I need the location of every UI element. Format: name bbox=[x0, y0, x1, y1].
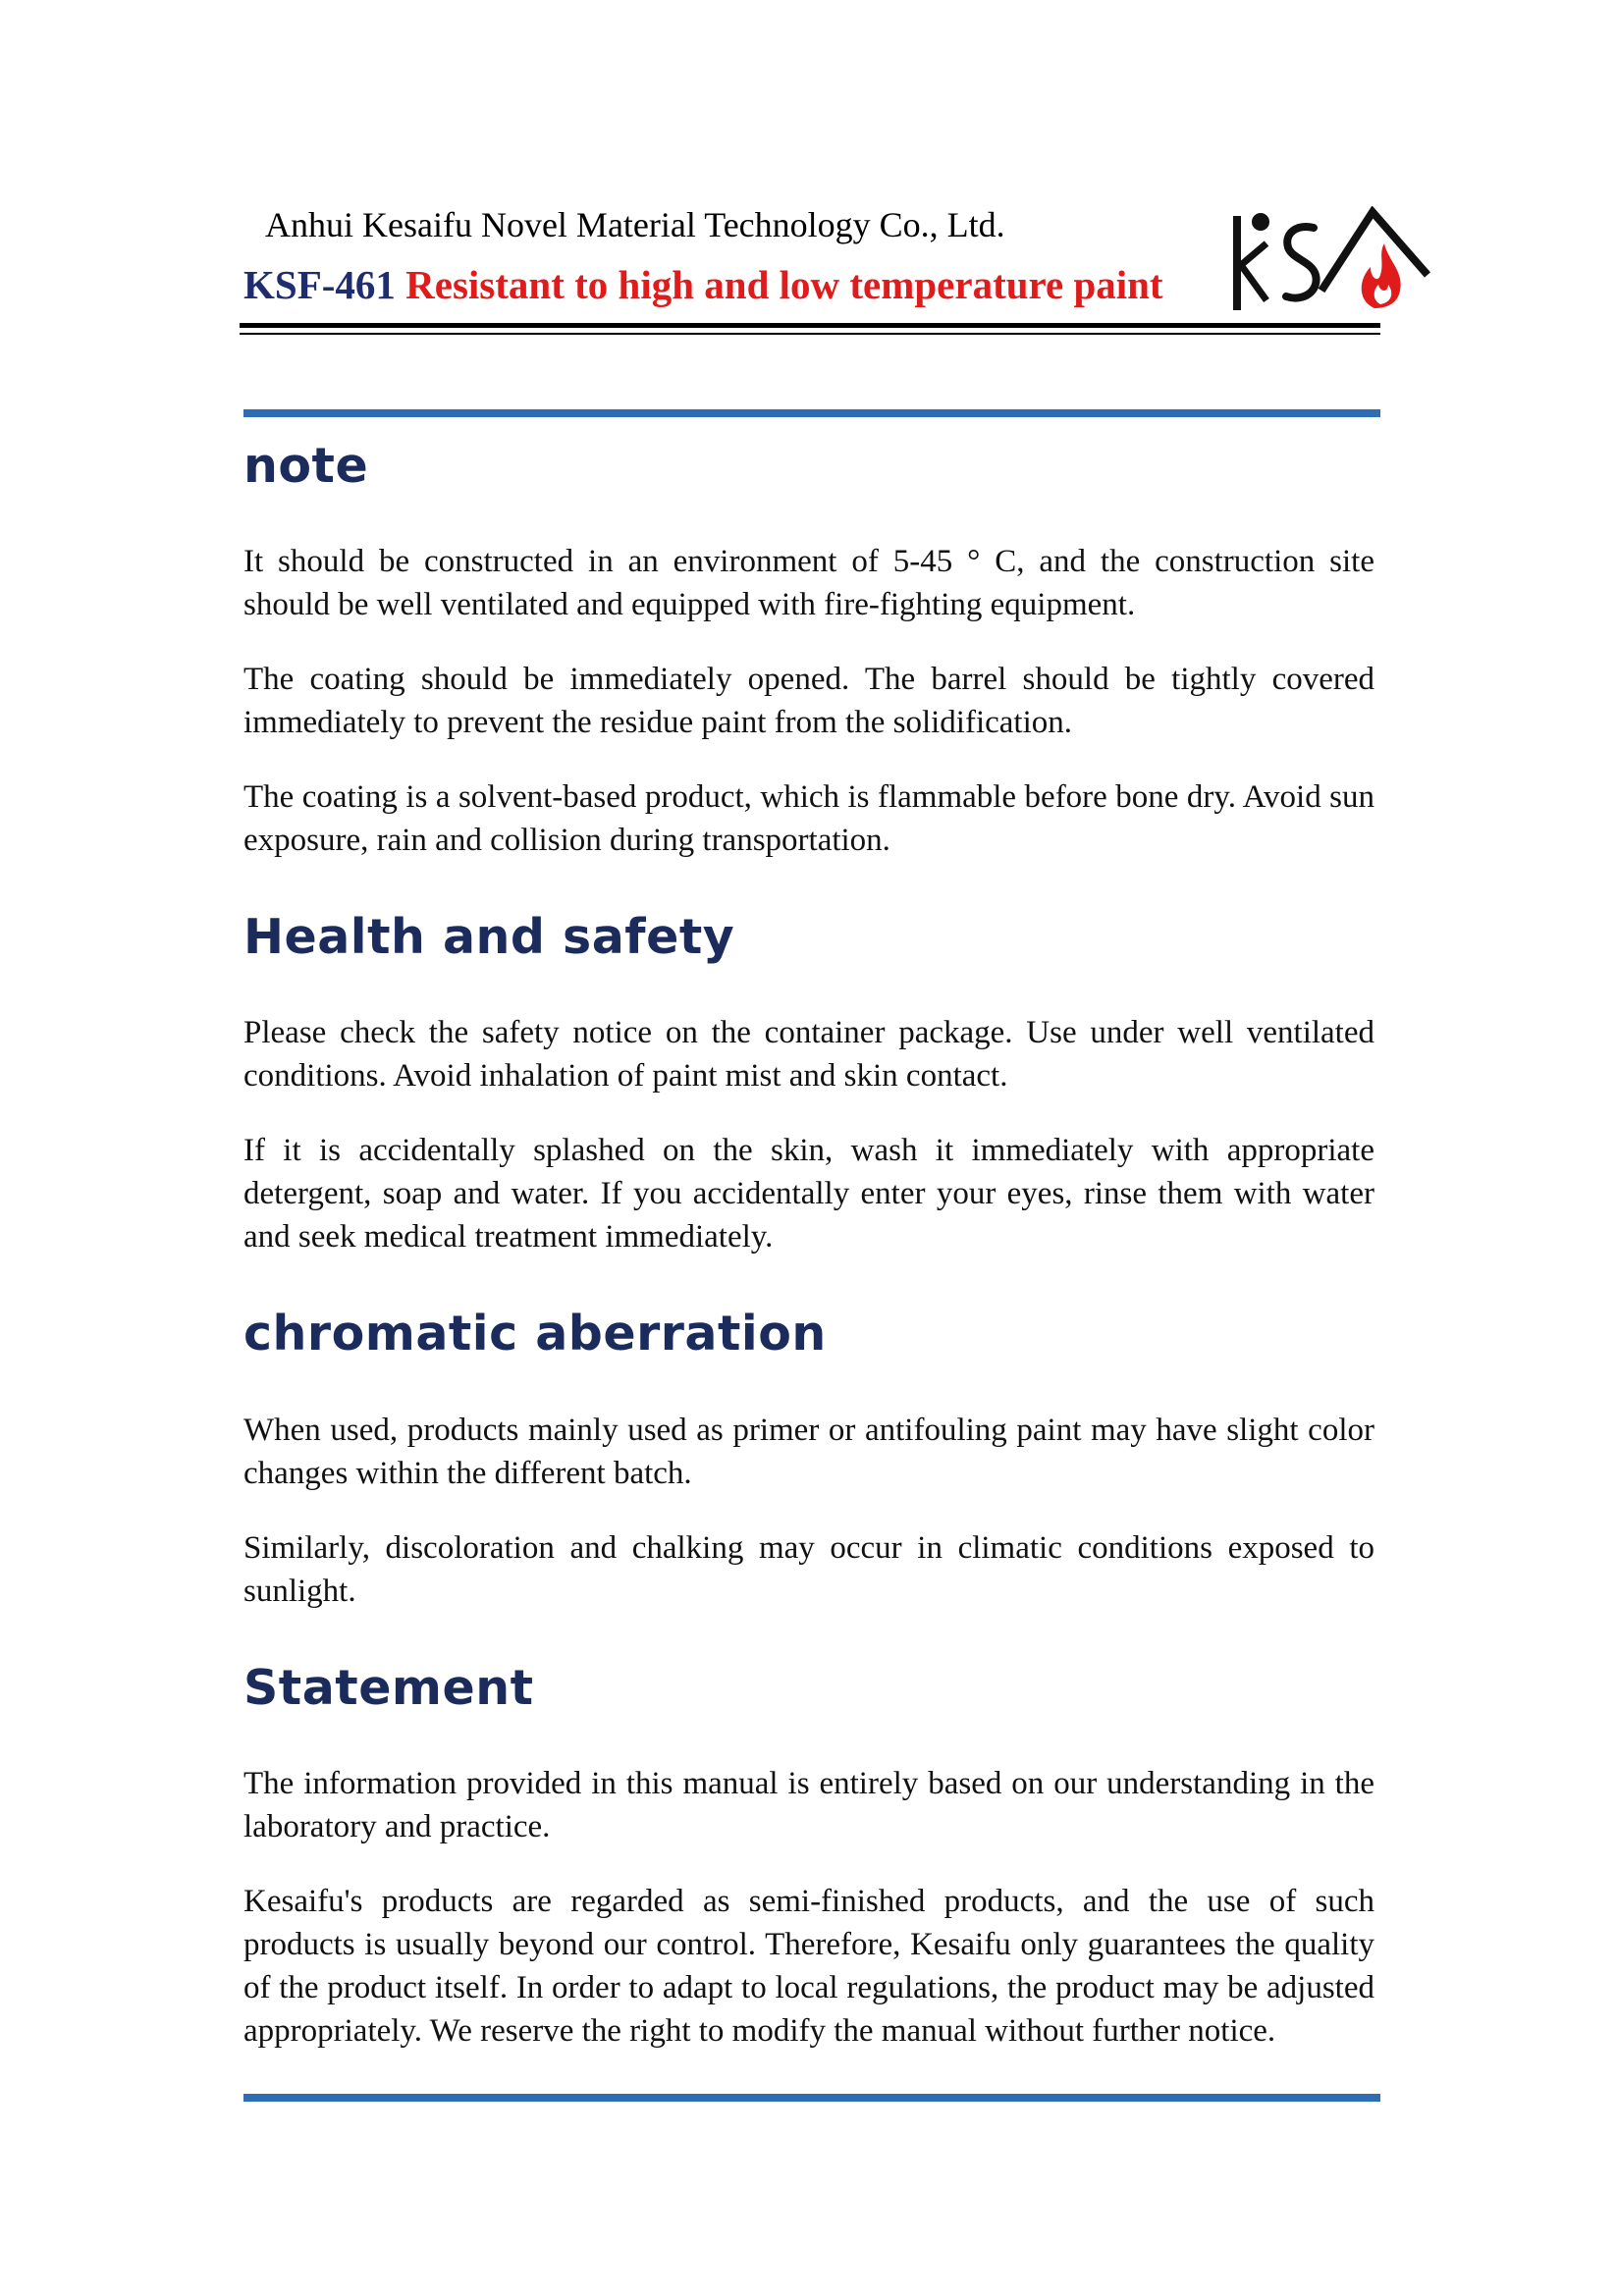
header-rule-thin bbox=[240, 333, 1380, 335]
health-paragraph-1: Please check the safety notice on the container package. Use under well ventilated conditions. Avoid inhalation of paint mist and skin contact. bbox=[243, 1015, 1374, 1094]
statement-paragraph-2: Kesaifu's products are regarded as semi-finished products, and the use of such products is usually beyond our control. Therefore, Kesaifu only guarantees the quality of the product itself. In order to adapt to local regulations, the product may be adjusted appropriately. We reserve the right to modify the manual without further notice. bbox=[243, 1884, 1374, 2049]
section-top-rule bbox=[243, 409, 1380, 417]
chromatic-paragraph-2: Similarly, discoloration and chalking may occur in climatic conditions exposed to sunlight. bbox=[243, 1530, 1374, 1609]
section-heading-health-safety: Health and safety bbox=[243, 909, 735, 965]
statement-paragraph-1: The information provided in this manual is entirely based on our understanding in the laboratory and practice. bbox=[243, 1766, 1374, 1844]
chromatic-paragraph-1: When used, products mainly used as primer or antifouling paint may have slight color changes within the different batch. bbox=[243, 1413, 1374, 1491]
product-title-line bbox=[243, 261, 1163, 308]
section-bottom-rule bbox=[243, 2094, 1380, 2102]
section-heading-statement: Statement bbox=[243, 1660, 534, 1716]
product-code: KSF-461 bbox=[243, 262, 396, 307]
product-title: Resistant to high and low temperature paint bbox=[405, 262, 1163, 307]
ksf-logo-icon bbox=[1227, 206, 1433, 316]
note-paragraph-3: The coating is a solvent-based product, which is flammable before bone dry. Avoid sun exposure, rain and collision during transportation. bbox=[243, 779, 1374, 858]
health-paragraph-2: If it is accidentally splashed on the skin, wash it immediately with appropriate detergent, soap and water. If you accidentally enter your eyes, rinse them with water and seek medical treatment immediately. bbox=[243, 1133, 1374, 1255]
company-name: Anhui Kesaifu Novel Material Technology Co., Ltd. bbox=[265, 205, 1005, 244]
note-paragraph-1: It should be constructed in an environment of 5-45 ° C, and the construction site should be well ventilated and equipped with fire-fighting equipment. bbox=[243, 544, 1374, 622]
header-rule-thick bbox=[240, 323, 1380, 328]
section-heading-chromatic-aberration: chromatic aberration bbox=[243, 1306, 827, 1362]
note-paragraph-2: The coating should be immediately opened. The barrel should be tightly covered immediately to prevent the residue paint from the solidification. bbox=[243, 662, 1374, 740]
section-heading-note: note bbox=[243, 438, 369, 494]
